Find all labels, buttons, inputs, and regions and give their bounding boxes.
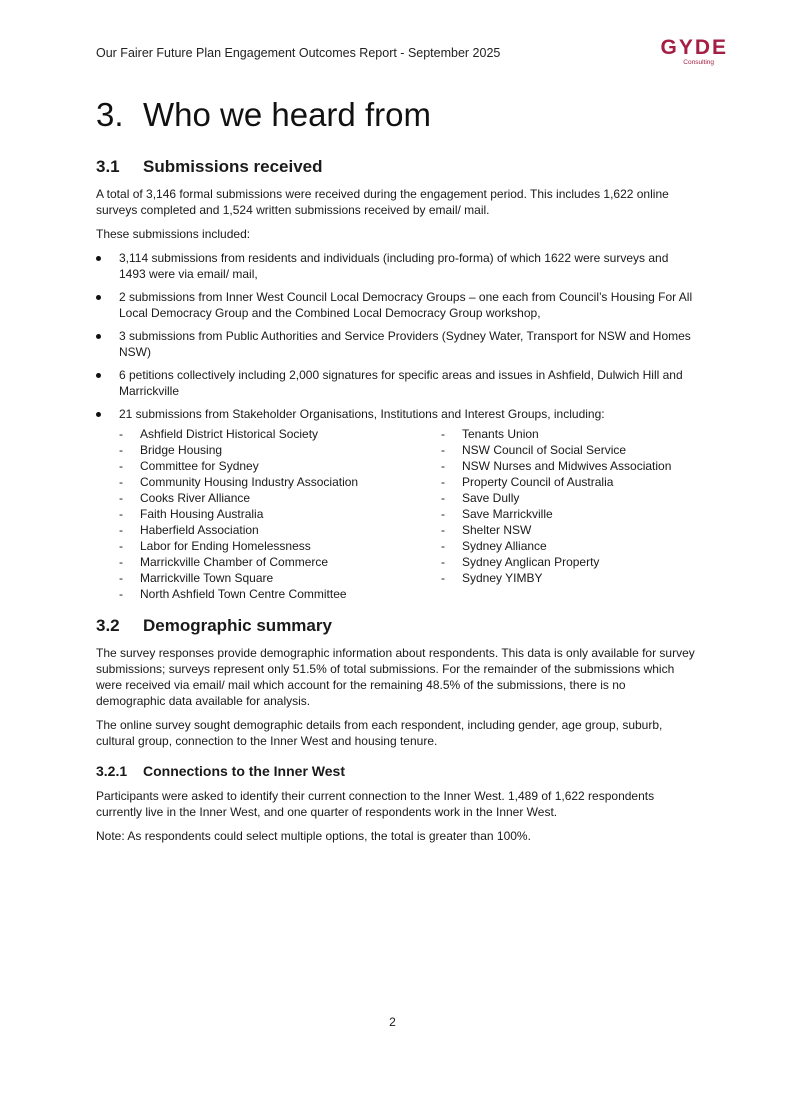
dash-icon: - [119,555,123,569]
list-item [96,250,696,282]
dash-icon: - [441,427,445,441]
dash-icon: - [441,491,445,505]
dash-icon: - [441,475,445,489]
org-name: Marrickville Chamber of Commerce [140,555,329,569]
organisations-list [96,426,696,602]
list-item [119,474,441,490]
org-name: Committee for Sydney [140,459,259,473]
bullet-icon [96,295,101,300]
list-item [119,506,441,522]
org-name: Tenants Union [462,427,539,441]
org-name: Save Marrickville [462,507,553,521]
subsection-title: Demographic summary [143,616,332,635]
org-name: Marrickville Town Square [140,571,274,585]
bullet-icon [96,412,101,417]
org-name: Community Housing Industry Association [140,475,359,489]
dash-icon: - [441,443,445,457]
list-item [441,490,671,506]
list-item [96,406,696,422]
logo-subtext: Consulting [683,59,714,66]
connections-paragraph: Participants were asked to identify their current connection to the Inner West. 1,489 of 1,622 respondents currently live in the Inner West, and one quarter of respondents work in the Inner West. [96,789,655,819]
running-header: Our Fairer Future Plan Engagement Outcomes Report - September 2025 [96,46,501,60]
submissions-list [96,250,696,422]
dash-icon: - [441,571,445,585]
dash-icon: - [119,491,123,505]
list-item [119,442,441,458]
organisations-column-left [119,426,441,602]
org-name: Sydney Anglican Property [462,555,600,569]
subsection-heading-3-2 [96,613,696,639]
page-content [96,154,696,844]
dash-icon: - [441,555,445,569]
page-number: 2 [389,1015,396,1029]
list-item [119,522,441,538]
list-item [119,458,441,474]
section-number: 3. [96,96,124,133]
bullet-icon [96,334,101,339]
list-item-text: 6 petitions collectively including 2,000 signatures for specific areas and issues in Ashfield, Dulwich Hill and Marrickville [119,368,683,398]
dash-icon: - [119,523,123,537]
list-item [441,458,671,474]
subsection-number: 3.2.1 [96,763,128,779]
org-name: NSW Council of Social Service [462,443,627,457]
dash-icon: - [119,571,123,585]
subsection-heading-3-1 [96,154,696,180]
connections-note: Note: As respondents could select multiple options, the total is greater than 100%. [96,829,531,843]
dash-icon: - [119,539,123,553]
list-item [119,426,441,442]
organisations-column-right [441,426,671,602]
list-item [119,490,441,506]
dash-icon: - [119,459,123,473]
org-name: Ashfield District Historical Society [140,427,319,441]
list-item [119,570,441,586]
dash-icon: - [119,587,123,601]
bullet-icon [96,373,101,378]
org-name: Shelter NSW [462,523,532,537]
list-item-text: 3,114 submissions from residents and individuals (including pro-forma) of which 1622 were surveys and 1493 were via email/ mail, [119,251,669,281]
subsection-number: 3.2 [96,616,120,635]
list-item [441,442,671,458]
list-item [119,554,441,570]
list-item [441,426,671,442]
section-heading-3 [96,96,431,134]
demographic-paragraph-2: The online survey sought demographic details from each respondent, including gender, age group, suburb, cultural group, connection to the Inner West and housing tenure. [96,718,663,748]
list-item [441,506,671,522]
list-item [119,538,441,554]
subsection-number: 3.1 [96,157,120,176]
org-name: Sydney Alliance [462,539,547,553]
list-item-text: 21 submissions from Stakeholder Organisations, Institutions and Interest Groups, including: [119,407,605,421]
dash-icon: - [441,459,445,473]
dash-icon: - [441,539,445,553]
org-name: Faith Housing Australia [140,507,264,521]
org-name: Cooks River Alliance [140,491,251,505]
demographic-paragraph-1: The survey responses provide demographic information about respondents. This data is only available for survey submissions; surveys represent only 51.5% of total submissions. For the remainder of the submissions which were received via email/ mail which account for the remaining 48.5% of the submissions, there is no demographic data available for analysis. [96,646,695,708]
dash-icon: - [119,475,123,489]
org-name: Property Council of Australia [462,475,614,489]
list-item [441,570,671,586]
org-name: Save Dully [462,491,520,505]
submissions-intro: A total of 3,146 formal submissions were received during the engagement period. This includes 1,622 online surveys completed and 1,524 written submissions received by email/ mail. [96,187,669,217]
subsection-heading-3-2-1 [96,760,696,782]
list-item [441,538,671,554]
list-item [441,474,671,490]
subsection-title: Connections to the Inner West [143,763,345,779]
org-name: Bridge Housing [140,443,223,457]
gyde-logo [636,38,728,68]
section-title: Who we heard from [143,96,431,133]
logo-wordmark: GYDE [660,36,728,59]
list-item [441,522,671,538]
dash-icon: - [441,507,445,521]
list-item [96,289,696,321]
bullet-icon [96,256,101,261]
list-item-text: 3 submissions from Public Authorities and Service Providers (Sydney Water, Transport for NSW and Homes NSW) [119,329,691,359]
org-name: Haberfield Association [140,523,259,537]
submissions-lead: These submissions included: [96,227,251,241]
dash-icon: - [119,427,123,441]
list-item-text: 2 submissions from Inner West Council Local Democracy Groups – one each from Council’s Housing For All Local Democracy Group and the Combined Local Democracy Group workshop, [119,290,693,320]
list-item [96,367,696,399]
list-item [119,586,441,602]
list-item [96,328,696,360]
org-name: North Ashfield Town Centre Committee [140,587,347,601]
org-name: Labor for Ending Homelessness [140,539,311,553]
dash-icon: - [119,443,123,457]
org-name: Sydney YIMBY [462,571,543,585]
dash-icon: - [119,507,123,521]
org-name: NSW Nurses and Midwives Association [462,459,672,473]
dash-icon: - [441,523,445,537]
subsection-title: Submissions received [143,157,323,176]
list-item [441,554,671,570]
